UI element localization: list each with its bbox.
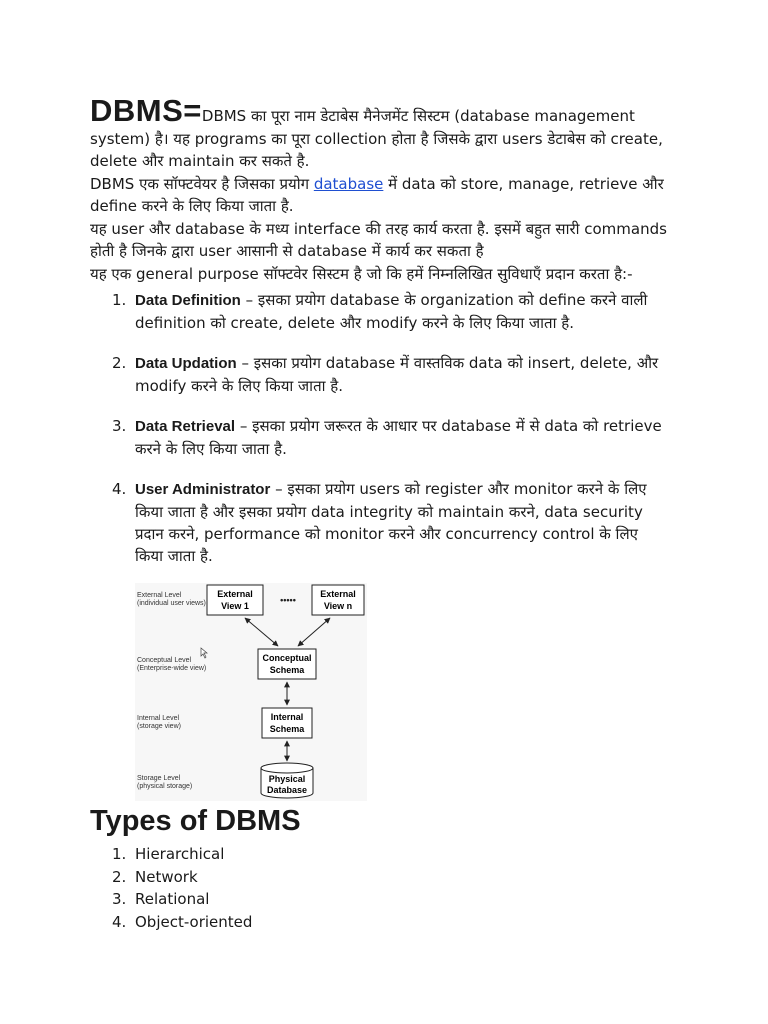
external-view-n-box [312, 585, 364, 615]
feature-number: 3. [112, 417, 127, 435]
extn-line2: View n [323, 601, 353, 611]
feature-number: 4. [112, 480, 127, 498]
type-number: 1. [112, 845, 127, 863]
ext1-line2: View 1 [221, 601, 249, 611]
level-conceptual-label: Conceptual Level [137, 657, 192, 664]
type-number: 3. [112, 890, 127, 908]
internal-line1: Internal [270, 712, 304, 722]
type-number: 4. [112, 912, 127, 931]
type-item [112, 866, 252, 889]
feature-desc: – इसका प्रयोग users को register और monitor करने के लिए किया जाता है और इसका प्रयोग data integrity को maintain करने, data security प्रदान करने, performance को monitor करने और concurrency control के लिए किया जाता है. [135, 480, 647, 565]
type-item [112, 911, 253, 934]
ext1-line1: External [217, 589, 253, 599]
physical-line1: Physical [268, 774, 306, 784]
feature-term: Data Updation [135, 355, 237, 372]
feature-term: User Administrator [135, 481, 271, 498]
physical-database-cylinder [261, 763, 313, 798]
physical-line2: Database [266, 785, 308, 795]
feature-item [112, 289, 670, 334]
level-external-sub: (individual user views) [137, 600, 206, 607]
conceptual-line1: Conceptual [262, 653, 312, 663]
type-label: Relational [135, 890, 210, 908]
type-item [112, 888, 252, 911]
feature-term: Data Definition [135, 292, 241, 309]
level-external-label: External Level [137, 592, 182, 599]
internal-line2: Schema [269, 724, 305, 734]
intro-paragraph-4: यह एक general purpose सॉफ्टवेर सिस्टम है जो कि हमें निम्नलिखित सुविधाएँ प्रदान करता है:- [90, 264, 633, 283]
conceptual-line2: Schema [269, 665, 305, 675]
database-link[interactable]: database [313, 174, 384, 193]
features-list [90, 289, 670, 567]
type-item [112, 843, 252, 866]
feature-number: 2. [112, 354, 127, 372]
dbms-architecture-diagram [135, 583, 367, 801]
external-view-1-box [207, 585, 263, 615]
types-list [112, 843, 253, 933]
article-body [90, 93, 670, 585]
intro-text-2a: DBMS एक सॉफ्टवेयर है जिसका प्रयोग [90, 174, 314, 193]
intro-paragraph-3: यह user और database के मध्य interface की तरह कार्य करता है. इसमें बहुत सारी commands होती है जिनके द्वारा user आसानी से database में कार्य कर सकता है [90, 219, 667, 260]
type-label: Network [135, 867, 198, 886]
level-conceptual-sub: (Enterprise-wide view) [137, 665, 207, 672]
type-label: Hierarchical [135, 845, 225, 863]
feature-item [112, 478, 670, 567]
feature-item [112, 415, 670, 460]
level-storage-label: Storage Level [137, 775, 181, 782]
feature-desc: – इसका प्रयोग जरूरत के आधार पर database में से data को retrieve करने के लिए किया जाता है. [135, 417, 662, 458]
type-label: Object-oriented [135, 912, 253, 931]
level-internal-sub: (storage view) [137, 723, 181, 730]
dbms-heading: DBMS= [90, 93, 202, 128]
level-internal-label: Internal Level [137, 715, 180, 722]
intro-text-1: DBMS का पूरा नाम डेटाबेस मैनेजमेंट सिस्टम (database management system) है। यह programs का पूरा collection होता है जिसके द्वारा users डेटाबेस को create, delete और maintain कर सकते है. [90, 107, 663, 170]
internal-schema-box [262, 708, 312, 738]
intro-paragraph-2 [90, 173, 670, 218]
intro-paragraph-1 [90, 93, 670, 173]
feature-number: 1. [112, 291, 127, 309]
type-number: 2. [112, 867, 127, 886]
types-of-dbms-heading: Types of DBMS [90, 805, 301, 837]
feature-term: Data Retrieval [135, 418, 236, 435]
level-storage-sub: (physical storage) [137, 783, 193, 790]
feature-desc: – इसका प्रयोग database में वास्तविक data को insert, delete, और modify करने के लिए किया जाता है. [135, 354, 659, 395]
feature-desc: – इसका प्रयोग database के organization को define करने वाली definition को create, delete और modify करने के लिए किया जाता है. [135, 291, 648, 332]
ellipsis-dots: ••••• [280, 595, 296, 605]
feature-item [112, 352, 670, 397]
conceptual-schema-box [258, 649, 316, 679]
extn-line1: External [320, 589, 356, 599]
intro-text-2b: में data को store, manage, retrieve और define करने के लिए किया जाता है. [90, 174, 664, 215]
